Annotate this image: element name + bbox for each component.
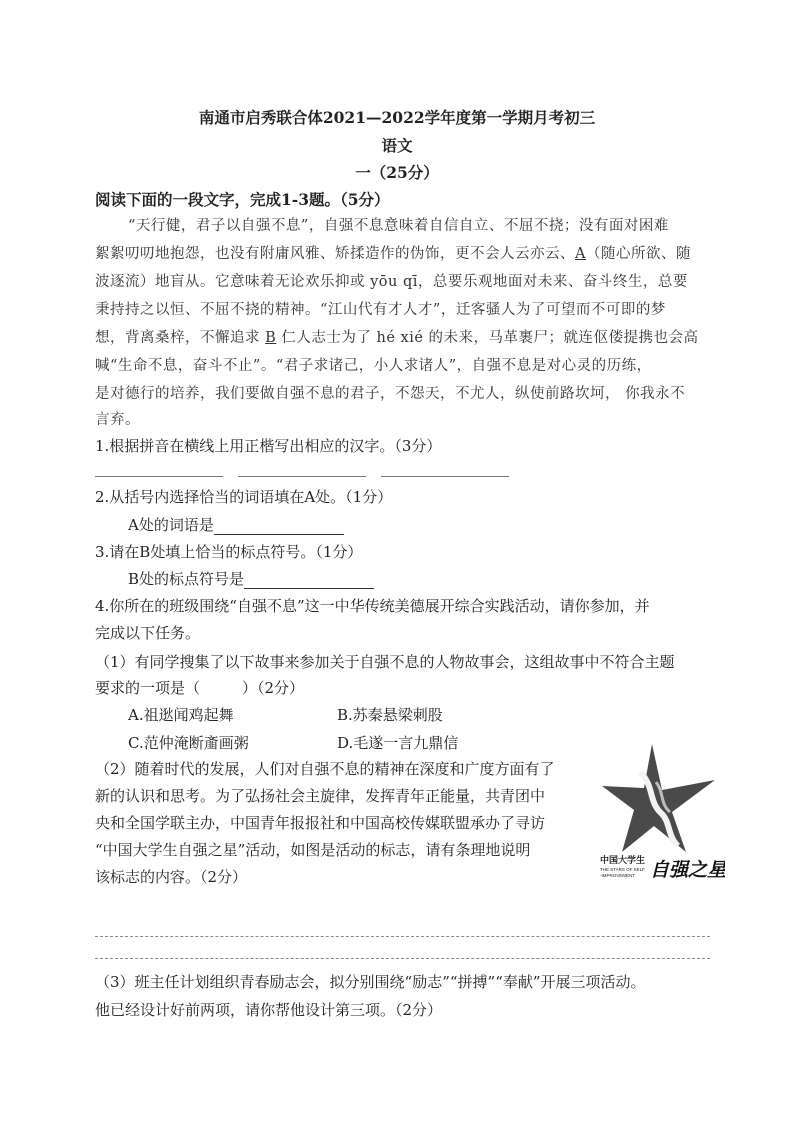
question-2: 2.从括号内选择恰当的词语填在A处。（1分） <box>95 488 393 506</box>
section-title: 一（25分） <box>355 163 439 182</box>
passage-line-5a: 想，背离桑梓，不懈追求 <box>95 330 260 346</box>
logo-calligraphy: 自强之星 <box>650 859 725 881</box>
logo-en-line-1: THE STARS OF SELF <box>600 867 645 872</box>
question-2-answer <box>128 514 344 535</box>
question-3: 3.请在B处填上恰当的标点符号。（1分） <box>95 543 363 561</box>
question-4-3-line-2: 他已经设计好前两项，请你帮他设计第三项。（2分） <box>95 1001 443 1019</box>
question-4-line-1: 4.你所在的班级围绕“自强不息”这一中华传统美德展开综合实践活动，请你参加，并 <box>95 597 650 615</box>
mark-a: A <box>575 246 586 262</box>
question-3-answer <box>128 568 374 589</box>
question-4-2-line-4: “中国大学生自强之星”活动，如图是活动的标志，请有条理地说明 <box>95 841 531 859</box>
passage-line-6: 喊“生命不息，奋斗不止”。“君子求诸己，小人求诸人”，自强不息是对心灵的历练， <box>95 358 652 374</box>
logo-cn-text: 中国大学生 <box>600 855 646 865</box>
answer-line-1[interactable] <box>95 476 223 477</box>
question-4-1-line-2 <box>95 677 304 698</box>
mark-b: B <box>265 330 277 346</box>
question-4-1-line-1: （1）有同学搜集了以下故事来参加关于自强不息的人物故事会，这组故事中不符合主题 <box>95 653 675 671</box>
question-4-1-stem: 要求的一项是（ <box>95 679 201 697</box>
self-improvement-star-logo <box>600 742 725 882</box>
passage-line-3: 波逐流）地盲从。它意味着无论欢乐抑或 yōu qī，总要乐观地面对未来、奋斗终生，总要 <box>95 274 688 290</box>
star-logo-icon <box>600 742 725 882</box>
question-4-2-line-1: （2）随着时代的发展，人们对自强不息的精神在深度和广度方面有了 <box>95 760 555 778</box>
answer-line-2[interactable] <box>238 476 366 477</box>
logo-en-line-2: -IMPROVEMENT <box>600 873 636 878</box>
question-3-answer-label: B处的标点符号是 <box>128 570 245 588</box>
question-2-answer-label: A处的词语是 <box>128 516 214 534</box>
answer-line-3[interactable] <box>381 476 509 477</box>
question-4-2-line-5: 该标志的内容。（2分） <box>95 868 248 886</box>
option-d[interactable]: D.毛遂一言九鼎信 <box>337 734 459 752</box>
question-4-3-line-1: （3）班主任计划组织青春励志会，拟分别围绕“励志”“拼搏”“奉献”开展三项活动。 <box>95 973 646 991</box>
passage-line-5b: 仁人志士为了 hé xié 的未来，马革裹尸；就连伛偻提携也会高 <box>281 330 699 346</box>
option-c[interactable]: C.范仲淹断齑画粥 <box>128 734 249 752</box>
passage-line-8: 言弃。 <box>95 412 140 428</box>
question-4-2-line-3: 央和全国学联主办，中国青年报报社和中国高校传媒联盟承办了寻访 <box>95 814 546 832</box>
subject-title: 语文 <box>381 136 413 155</box>
passage-line-2 <box>95 242 691 263</box>
option-b[interactable]: B.苏秦悬梁刺股 <box>337 706 443 724</box>
passage-line-1: “天行健，君子以自强不息”，自强不息意味着自信自立、不屈不挠；没有面对困难 <box>128 218 669 234</box>
answer-line-4-2a[interactable] <box>95 936 710 937</box>
reading-instruction: 阅读下面的一段文字，完成1-3题。（5分） <box>95 190 390 209</box>
mark-a-options: （随心所欲、随 <box>585 246 691 262</box>
question-4-1-score: ）（2分） <box>242 679 305 697</box>
answer-line-4-2b[interactable] <box>95 958 710 959</box>
question-1: 1.根据拼音在横线上用正楷写出相应的汉字。（3分） <box>95 437 442 455</box>
passage-line-5 <box>95 326 699 347</box>
question-3-answer-blank[interactable] <box>244 574 374 589</box>
page-title: 南通市启秀联合体2021—2022学年度第一学期月考初三 <box>198 108 596 127</box>
passage-line-7: 是对德行的培养，我们要做自强不息的君子，不怨天，不尤人，纵使前路坎坷， 你我永不 <box>95 386 686 402</box>
passage-line-2-text: 絮絮叨叨地抱怨，也没有附庸风雅、矫揉造作的伪饰，更不会人云亦云、 <box>95 246 575 262</box>
passage-line-4: 秉持持之以恒、不屈不挠的精神。“江山代有才人才”，迁客骚人为了可望而不可即的梦 <box>95 302 666 318</box>
question-4-line-2: 完成以下任务。 <box>95 624 201 642</box>
question-4-2-line-2: 新的认识和思考。为了弘扬社会主旋律，发挥青年正能量，共青团中 <box>95 787 546 805</box>
option-a[interactable]: A.祖逖闻鸡起舞 <box>128 706 234 724</box>
question-2-answer-blank[interactable] <box>214 520 344 535</box>
